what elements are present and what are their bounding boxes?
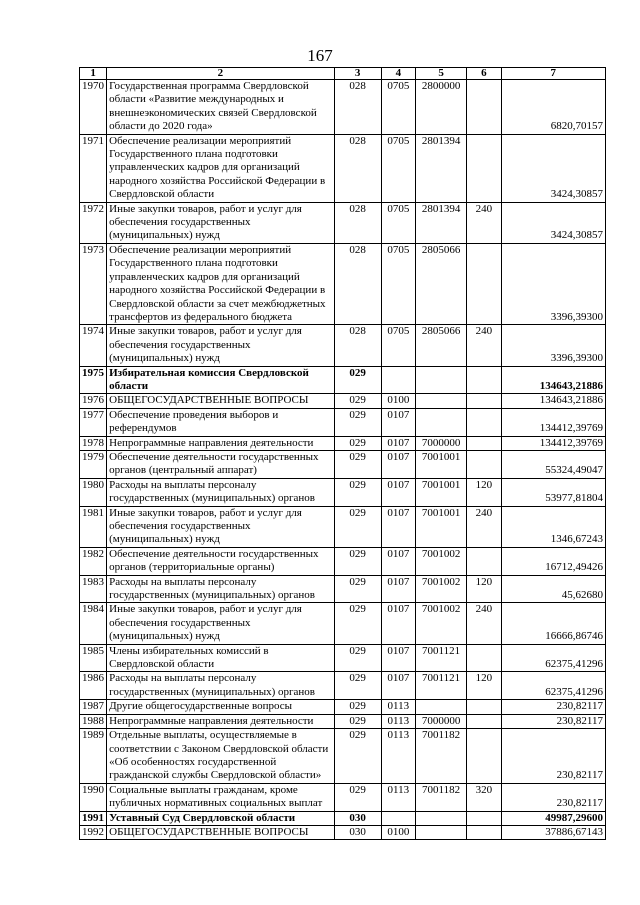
row-sum: 62375,41296 — [501, 644, 605, 672]
row-code-5 — [416, 394, 467, 408]
row-code-3: 028 — [334, 243, 381, 324]
row-code-4: 0113 — [381, 783, 415, 811]
row-number: 1979 — [80, 450, 107, 478]
row-code-4: 0113 — [381, 700, 415, 714]
row-code-6: 240 — [467, 202, 501, 243]
row-sum: 134412,39769 — [501, 436, 605, 450]
table-row — [80, 366, 606, 394]
row-sum: 230,82117 — [501, 783, 605, 811]
row-code-4: 0113 — [381, 714, 415, 728]
row-code-3: 029 — [334, 450, 381, 478]
row-code-6 — [467, 729, 501, 784]
page-number: 167 — [307, 46, 333, 65]
table-row — [80, 575, 606, 603]
row-code-6 — [467, 394, 501, 408]
row-code-6 — [467, 450, 501, 478]
row-code-3: 029 — [334, 783, 381, 811]
row-code-5: 2800000 — [416, 80, 467, 135]
row-name: Избирательная комиссия Свердловской области — [107, 366, 335, 394]
header-col-4: 4 — [381, 68, 415, 80]
table-row — [80, 134, 606, 202]
row-code-6 — [467, 80, 501, 135]
row-sum: 230,82117 — [501, 714, 605, 728]
row-name: Государственная программа Свердловской области «Развитие международных и внешнеэкономических связей Свердловской области до 2020 года» — [107, 80, 335, 135]
row-number: 1989 — [80, 729, 107, 784]
row-number: 1972 — [80, 202, 107, 243]
row-sum: 37886,67143 — [501, 825, 605, 839]
row-code-4: 0107 — [381, 408, 415, 436]
row-code-3: 030 — [334, 811, 381, 825]
budget-table — [79, 67, 606, 840]
table-row — [80, 547, 606, 575]
row-code-5: 7001182 — [416, 729, 467, 784]
row-number: 1978 — [80, 436, 107, 450]
table-row — [80, 202, 606, 243]
row-code-3: 028 — [334, 325, 381, 366]
row-code-3: 029 — [334, 729, 381, 784]
row-code-4: 0705 — [381, 325, 415, 366]
row-code-4: 0107 — [381, 478, 415, 506]
row-code-6 — [467, 825, 501, 839]
header-col-3: 3 — [334, 68, 381, 80]
row-number: 1983 — [80, 575, 107, 603]
table-row — [80, 243, 606, 324]
row-name: Члены избирательных комиссий в Свердловской области — [107, 644, 335, 672]
row-number: 1971 — [80, 134, 107, 202]
row-code-5: 7001001 — [416, 478, 467, 506]
row-name: Обеспечение деятельности государственных органов (центральный аппарат) — [107, 450, 335, 478]
row-code-4: 0113 — [381, 729, 415, 784]
row-code-5: 7001121 — [416, 672, 467, 700]
row-sum: 3396,39300 — [501, 325, 605, 366]
row-sum: 62375,41296 — [501, 672, 605, 700]
table-row — [80, 700, 606, 714]
row-code-3: 029 — [334, 394, 381, 408]
row-code-5: 2801394 — [416, 134, 467, 202]
row-number: 1981 — [80, 506, 107, 547]
header-col-5: 5 — [416, 68, 467, 80]
table-row — [80, 714, 606, 728]
row-sum: 6820,70157 — [501, 80, 605, 135]
row-name: Обеспечение деятельности государственных органов (территориальные органы) — [107, 547, 335, 575]
row-name: Иные закупки товаров, работ и услуг для обеспечения государственных (муниципальных) нужд — [107, 325, 335, 366]
row-code-6 — [467, 547, 501, 575]
row-code-5: 2801394 — [416, 202, 467, 243]
row-sum: 230,82117 — [501, 700, 605, 714]
header-col-7: 7 — [501, 68, 605, 80]
row-code-3: 029 — [334, 408, 381, 436]
row-name: Обеспечение реализации мероприятий Государственного плана подготовки управленческих кадров для организаций народного хозяйства Российской Федерации в Свердловской области за счет межбюджетных трансфертов из федерального бюджета — [107, 243, 335, 324]
row-code-5 — [416, 366, 467, 394]
row-code-5: 2805066 — [416, 325, 467, 366]
row-sum: 3424,30857 — [501, 134, 605, 202]
row-code-5: 7001001 — [416, 506, 467, 547]
row-code-6: 120 — [467, 672, 501, 700]
row-sum: 49987,29600 — [501, 811, 605, 825]
header-col-1: 1 — [80, 68, 107, 80]
row-sum: 134412,39769 — [501, 408, 605, 436]
row-number: 1977 — [80, 408, 107, 436]
row-sum: 45,62680 — [501, 575, 605, 603]
row-code-6: 120 — [467, 478, 501, 506]
row-code-3: 030 — [334, 825, 381, 839]
row-code-6 — [467, 243, 501, 324]
row-code-4: 0107 — [381, 603, 415, 644]
row-code-4: 0107 — [381, 547, 415, 575]
row-code-5: 7001121 — [416, 644, 467, 672]
row-code-6 — [467, 811, 501, 825]
table-row — [80, 436, 606, 450]
row-name: Расходы на выплаты персоналу государственных (муниципальных) органов — [107, 575, 335, 603]
table-row — [80, 729, 606, 784]
row-code-5: 7001182 — [416, 783, 467, 811]
table-row — [80, 408, 606, 436]
row-sum: 1346,67243 — [501, 506, 605, 547]
row-code-6 — [467, 644, 501, 672]
row-code-5 — [416, 700, 467, 714]
row-code-3: 029 — [334, 366, 381, 394]
row-code-4: 0107 — [381, 436, 415, 450]
row-name: Социальные выплаты гражданам, кроме публичных нормативных социальных выплат — [107, 783, 335, 811]
row-code-6 — [467, 436, 501, 450]
row-code-4: 0107 — [381, 644, 415, 672]
row-code-6: 240 — [467, 325, 501, 366]
row-code-4 — [381, 366, 415, 394]
row-code-4: 0107 — [381, 575, 415, 603]
row-name: Иные закупки товаров, работ и услуг для обеспечения государственных (муниципальных) нужд — [107, 603, 335, 644]
table-row — [80, 603, 606, 644]
row-code-5: 7001001 — [416, 450, 467, 478]
row-name: Другие общегосударственные вопросы — [107, 700, 335, 714]
row-name: ОБЩЕГОСУДАРСТВЕННЫЕ ВОПРОСЫ — [107, 394, 335, 408]
row-code-4: 0100 — [381, 394, 415, 408]
row-code-4: 0107 — [381, 450, 415, 478]
row-code-3: 029 — [334, 672, 381, 700]
row-name: Расходы на выплаты персоналу государственных (муниципальных) органов — [107, 478, 335, 506]
table-row — [80, 783, 606, 811]
row-code-3: 028 — [334, 134, 381, 202]
row-name: Иные закупки товаров, работ и услуг для обеспечения государственных (муниципальных) нужд — [107, 202, 335, 243]
row-code-4: 0107 — [381, 672, 415, 700]
row-sum: 53977,81804 — [501, 478, 605, 506]
row-number: 1992 — [80, 825, 107, 839]
row-number: 1991 — [80, 811, 107, 825]
row-code-3: 029 — [334, 700, 381, 714]
row-code-5 — [416, 811, 467, 825]
row-code-4: 0705 — [381, 80, 415, 135]
row-name: Непрограммные направления деятельности — [107, 436, 335, 450]
row-code-6 — [467, 714, 501, 728]
row-code-4: 0107 — [381, 506, 415, 547]
row-code-5: 7001002 — [416, 547, 467, 575]
row-sum: 134643,21886 — [501, 394, 605, 408]
row-code-3: 028 — [334, 202, 381, 243]
table-row — [80, 506, 606, 547]
row-name: Обеспечение реализации мероприятий Государственного плана подготовки управленческих кадров для организаций народного хозяйства Российской Федерации в Свердловской области — [107, 134, 335, 202]
row-sum: 134643,21886 — [501, 366, 605, 394]
row-code-3: 029 — [334, 478, 381, 506]
row-code-5: 7000000 — [416, 436, 467, 450]
row-code-3: 029 — [334, 575, 381, 603]
row-name: Иные закупки товаров, работ и услуг для обеспечения государственных (муниципальных) нужд — [107, 506, 335, 547]
row-code-6: 240 — [467, 603, 501, 644]
row-code-6: 320 — [467, 783, 501, 811]
row-number: 1986 — [80, 672, 107, 700]
row-number: 1970 — [80, 80, 107, 135]
row-name: Отдельные выплаты, осуществляемые в соответствии с Законом Свердловской области «Об особенностях государственной гражданской службы Свердловской области» — [107, 729, 335, 784]
row-code-4 — [381, 811, 415, 825]
row-code-6 — [467, 134, 501, 202]
row-name: Уставный Суд Свердловской области — [107, 811, 335, 825]
row-number: 1973 — [80, 243, 107, 324]
row-sum: 3424,30857 — [501, 202, 605, 243]
row-number: 1982 — [80, 547, 107, 575]
row-sum: 230,82117 — [501, 729, 605, 784]
row-number: 1990 — [80, 783, 107, 811]
row-name: Расходы на выплаты персоналу государственных (муниципальных) органов — [107, 672, 335, 700]
header-col-2: 2 — [107, 68, 335, 80]
row-code-6: 120 — [467, 575, 501, 603]
row-code-5: 2805066 — [416, 243, 467, 324]
row-code-5 — [416, 825, 467, 839]
table-row — [80, 811, 606, 825]
row-code-5: 7001002 — [416, 603, 467, 644]
row-code-3: 029 — [334, 506, 381, 547]
row-code-3: 029 — [334, 644, 381, 672]
row-name: Непрограммные направления деятельности — [107, 714, 335, 728]
table-row — [80, 644, 606, 672]
table-row — [80, 450, 606, 478]
row-number: 1976 — [80, 394, 107, 408]
row-code-6 — [467, 700, 501, 714]
row-code-3: 029 — [334, 436, 381, 450]
table-row — [80, 478, 606, 506]
row-number: 1974 — [80, 325, 107, 366]
row-sum: 16666,86746 — [501, 603, 605, 644]
row-sum: 55324,49047 — [501, 450, 605, 478]
row-code-3: 029 — [334, 547, 381, 575]
row-code-3: 029 — [334, 714, 381, 728]
row-code-5: 7000000 — [416, 714, 467, 728]
row-sum: 16712,49426 — [501, 547, 605, 575]
table-row — [80, 394, 606, 408]
row-number: 1984 — [80, 603, 107, 644]
row-code-4: 0705 — [381, 202, 415, 243]
row-code-4: 0100 — [381, 825, 415, 839]
table-row — [80, 325, 606, 366]
row-sum: 3396,39300 — [501, 243, 605, 324]
row-number: 1987 — [80, 700, 107, 714]
row-code-6 — [467, 408, 501, 436]
header-col-6: 6 — [467, 68, 501, 80]
table-row — [80, 80, 606, 135]
row-code-5 — [416, 408, 467, 436]
row-code-5: 7001002 — [416, 575, 467, 603]
row-name: ОБЩЕГОСУДАРСТВЕННЫЕ ВОПРОСЫ — [107, 825, 335, 839]
row-code-4: 0705 — [381, 134, 415, 202]
row-number: 1988 — [80, 714, 107, 728]
row-code-4: 0705 — [381, 243, 415, 324]
row-code-6: 240 — [467, 506, 501, 547]
row-code-3: 029 — [334, 603, 381, 644]
row-number: 1985 — [80, 644, 107, 672]
table-row — [80, 672, 606, 700]
table-row — [80, 825, 606, 839]
table-header-row — [80, 68, 606, 80]
row-number: 1975 — [80, 366, 107, 394]
row-name: Обеспечение проведения выборов и референдумов — [107, 408, 335, 436]
row-number: 1980 — [80, 478, 107, 506]
row-code-6 — [467, 366, 501, 394]
row-code-3: 028 — [334, 80, 381, 135]
